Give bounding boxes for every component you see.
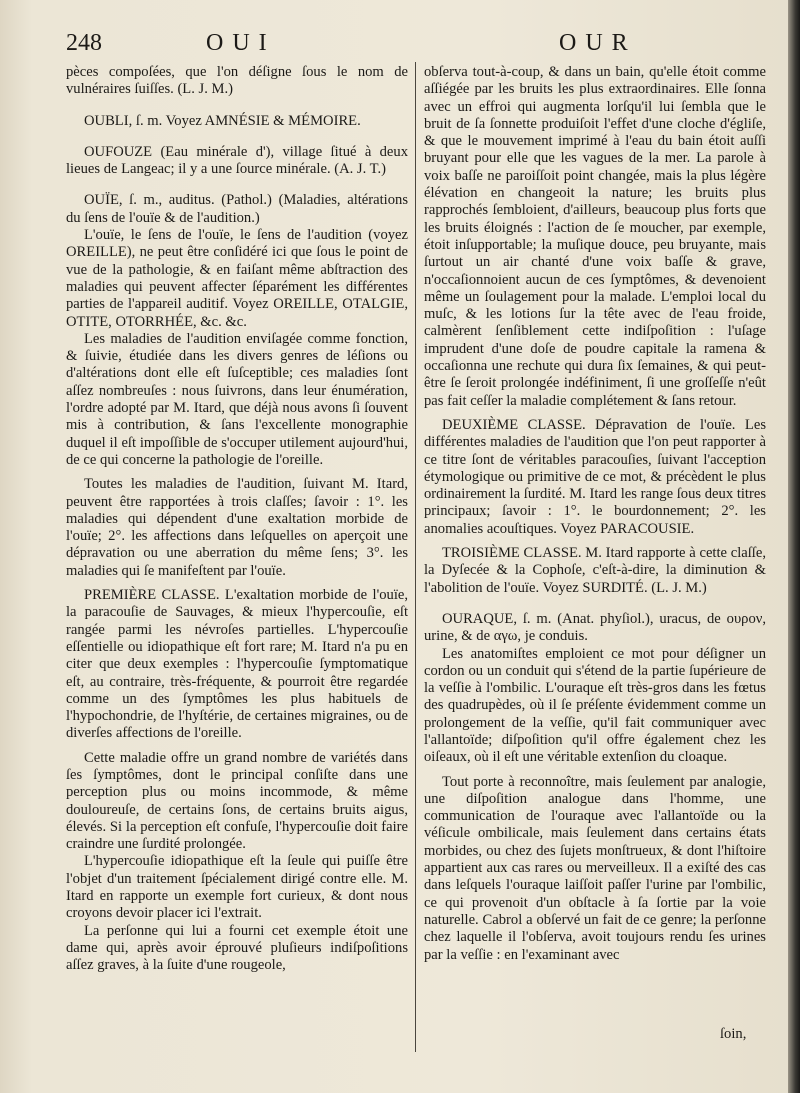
paragraph: Les anatomiſtes emploient ce mot pour déſigner un cordon ou un conduit qui s'étend de la partie ſupérieure de la veſſie à l'ombilic. L'ouraque eſt très-gros dans les fœtus des quadrupèdes, où il ſe préſente évidemment comme un prolongement de la veſſie, qu'il fait communiquer avec l'allantoïde; diſpoſition qu'il offre également chez les oiſeaux, où il eſt une véritable extenſion du cloaque.	[424, 645, 766, 766]
column-divider	[415, 62, 416, 1052]
book-spine-shadow	[788, 0, 800, 1093]
paragraph-troisieme-classe: TROISIÈME CLASSE. M. Itard rapporte à cette claſſe, la Dyſecée & la Cophoſe, c'eſt-à-dire, la diminution & l'abolition de l'ouïe. Voyez SURDITÉ. (L. J. M.)	[424, 545, 766, 596]
right-column	[424, 64, 766, 964]
paragraph: Toutes les maladies de l'audition, ſuivant M. Itard, peuvent être rapportées à trois claſſes; ſavoir : 1°. les maladies qui dépendent d'une exaltation morbide de l'ouïe; 2°. les affections dans leſquelles on aperçoit une dépravation ou une aberration du même ſens; 3°. les maladies qui ſe manifeſtent par l'ouïe.	[66, 476, 408, 579]
page-number: 248	[66, 30, 102, 56]
running-head-left: OUI	[206, 30, 276, 56]
paragraph: obſerva tout-à-coup, & dans un bain, qu'elle étoit comme aſſiégée par les bruits les plus extraordinaires. Elle ſonna avec un effroi qui augmenta lorſqu'il lui ſembla que le bruit de ſa ſonnette produiſoit l'effet d'une cloche d'égliſe, & que le mouvement imprimé à l'eau du bain étoit auſſi bruyant pour elle que les vagues de la mer. La parole à voix baſſe ne paroiſſoit point changée, mais la plus légère élévation en changeoit la nature; les bruits plus rapprochés ſembloient, d'ailleurs, beaucoup plus forts que les bruits éloignés : l'action de ſe moucher, par exemple, étoit inſupportable; la muſique douce, peu bruyante, mais ſurtout un air chanté d'une voix baſſe & grave, n'occaſionnoient aucun de ces ſymptômes, & devenoient même un ſoulagement pour la malade. L'emploi local du muſc, & les lotions ſur la tête avec de l'eau froide, calmèrent ſenſiblement cette indiſpoſition : l'uſage imprudent d'une doſe de poudre capitale la ramena & occaſionna une rechute qui dura ſix ſemaines, & qui peut-être ſe ſeroit prolongée indéfiniment, ſi une groſſeſſe n'eût pas fait ceſſer la maladie complétement & ſans retour.	[424, 64, 766, 409]
left-column	[66, 64, 408, 975]
paragraph: pèces compoſées, que l'on déſigne ſous le nom de vulnéraires ſuiſſes. (L. J. M.)	[66, 64, 408, 98]
paragraph: Les maladies de l'audition enviſagée comme fonction, & ſuivie, étudiée dans les divers genres de léſions ou d'altérations dont elle eſt ſuſceptible; ces maladies ſont aſſez nombreuſes : nous ſuivrons, dans leur énumération, l'ordre adopté par M. Itard, que déjà nous avons ſi ſouvent mis à contribution, & ſans l'excellente monographie duquel il eſt impoſſible de s'occuper utilement aujourd'hui, de ce qui concerne la pathologie de l'oreille.	[66, 330, 408, 468]
entry-oubli: OUBLI, ſ. m. Voyez AMNÉSIE & MÉMOIRE.	[84, 112, 361, 129]
entry-ouie: OUÏE, ſ. m., auditus. (Pathol.) (Maladies, altérations du ſens de l'ouïe & de l'audition.)	[66, 192, 408, 226]
catchword: ſoin,	[720, 1026, 747, 1042]
page-header	[66, 28, 776, 58]
paragraph: Cette maladie offre un grand nombre de variétés dans ſes ſymptômes, dont le principal conſiſte dans une perception plus ou moins incommode, & même douloureuſe, de certains ſons, de certains bruits aigus, élevés. Si la perception eſt confuſe, l'hypercouſie doit faire craindre une ſurdité prolongée.	[66, 749, 408, 853]
paragraph: Tout porte à reconnoître, mais ſeulement par analogie, une diſpoſition analogue dans l'homme, une communication de l'ouraque avec l'allantoïde ou la véſicule ombilicale, mais ſeulement dans certains états morbides, ou chez des ſujets monſtrueux, & dont l'hiſtoire appartient aux cas rares ou merveilleux. Il a exiſté des cas dans leſquels l'ouraque laiſſoit paſſer l'urine par l'ombilic, ce qui provenoit d'un obſtacle à ſa ſortie par la voie naturelle. Cabrol a obſervé un fait de ce genre; la perſonne chez laquelle il l'obſerva, avoit toujours rendu ſes urines par la veſſie : en l'examinant avec	[424, 773, 766, 963]
entry-oufouze: OUFOUZE (Eau minérale d'), village ſitué à deux lieues de Langeac; il y a une ſource minérale. (A. J. T.)	[66, 143, 408, 178]
paragraph-deuxieme-classe: DEUXIÈME CLASSE. Dépravation de l'ouïe. Les différentes maladies de l'audition que l'on peut rapporter à ce titre ſont de véritables paracouſies, ſuivant l'acception étymologique ou primitive de ce mot, & précèdent le plus ordinairement la ſurdité. M. Itard les range ſous deux titres principaux; ſavoir : 1°. le bourdonnement; 2°. les anomalies acouſtiques. Voyez PARACOUSIE.	[424, 416, 766, 537]
paragraph: L'hypercouſie idiopathique eſt la ſeule qui puiſſe être l'objet d'un traitement ſpécialement dirigé contre elle. M. Itard en rapporte un exemple fort curieux, & dont nous croyons devoir placer ici l'extrait.	[66, 853, 408, 922]
paragraph-premiere-classe: PREMIÈRE CLASSE. L'exaltation morbide de l'ouïe, la paracouſie de Sauvages, & mieux l'hypercouſie, eſt rangée parmi les névroſes partielles. L'hypercouſie eſſentielle ou idiopathique eſt fort rare; M. Itard n'a pu en citer que deux exemples : l'hypercouſie ſymptomatique eſt, au contraire, très-fréquente, & pourroit être regardée comme un des ſymptômes les plus habituels de l'hypochondrie, de l'hyſtérie, de certaines migraines, ou de diverſes affections de l'oreille.	[66, 587, 408, 742]
paragraph: La perſonne qui lui a fourni cet exemple étoit une dame qui, après avoir éprouvé pluſieurs indiſpoſitions aſſez graves, à la ſuite d'une rougeole,	[66, 922, 408, 974]
entry-ouraque: OURAQUE, ſ. m. (Anat. phyſiol.), uracus, de ουρον, urine, & de αγω, je conduis.	[424, 610, 766, 645]
running-head-right: OUR	[559, 30, 637, 56]
paragraph: L'ouïe, le ſens de l'ouïe, le ſens de l'audition (voyez OREILLE), ne peut être conſidéré ici que ſous le point de vue de la pathologie, & en faiſant même abſtraction des maladies qui peuvent affecter ſéparément les différentes parties de l'appareil auditif. Voyez OREILLE, OTALGIE, OTITE, OTORRHÉE, &c. &c.	[66, 227, 408, 330]
